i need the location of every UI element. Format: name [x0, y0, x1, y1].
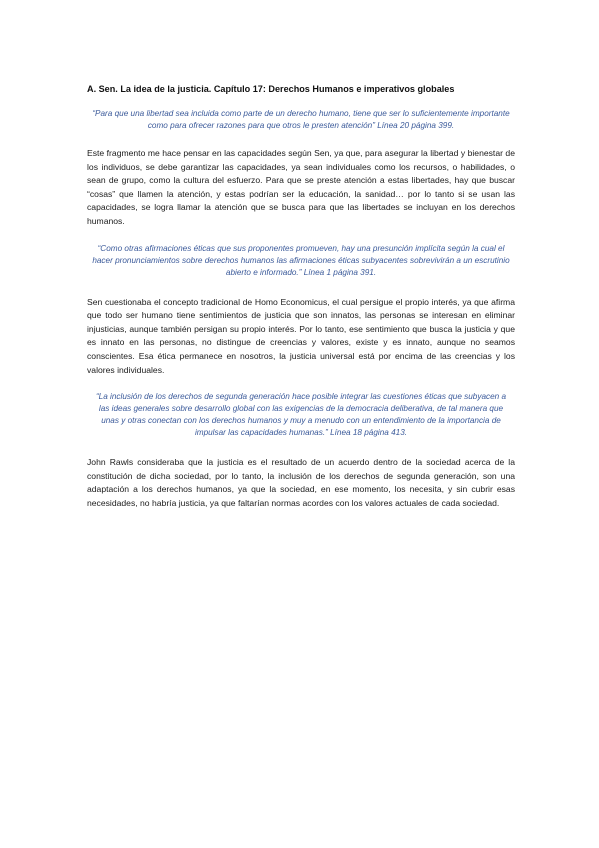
quote-3: “La inclusión de los derechos de segunda generación hace posible integrar las cuestiones éticas que subyacen a las ideas generales sobre desarrollo global con las exigencias de la democracia deliberativa, de tal manera que unas y otras conectan con los derechos humanos y muy a menudo con un entendimiento de la importancia de impulsar las capacidades humanas.” Línea 18 página 413. [95, 392, 507, 438]
paragraph-1: Este fragmento me hace pensar en las capacidades según Sen, ya que, para asegurar la libertad y bienestar de los individuos, se debe garantizar las capacidades, ya sean individuales como los recursos, o habilidades, o sean de grupo, como la cultura del esfuerzo. Para que se preste atención a estas libertades, hay que buscar “cosas” que llamen la atención, y estas podrían ser la educación, la sanidad… por lo tanto si se usan las capacidades, se logra llamar la atención que se busca para que las libertades se incluyan en los derechos humanos. [87, 148, 515, 226]
document-title: A. Sen. La idea de la justicia. Capítulo 17: Derechos Humanos e imperativos globales [87, 84, 455, 94]
paragraph-2: Sen cuestionaba el concepto tradicional de Homo Economicus, el cual persigue el propio interés, ya que afirma que todo ser humano tiene sentimientos de justicia que son innatos, las personas se interesan en eliminar injusticias, aunque también persigan su propio interés. Por lo tanto, ese sentimiento que busca la justicia y que es innato en las personas, no distingue de creencias y valores, existe y es innato, aunque no seamos conscientes. Esa ética permanece en nosotros, la justicia universal está por encima de las creencias y los valores individuales. [87, 296, 515, 375]
quote-1: “Para que una libertad sea incluida como parte de un derecho humano, tiene que ser lo suficientemente importante como para ofrecer razones para que otros le presten atención” Línea 20 página 399. [92, 109, 510, 130]
quote-2: “Como otras afirmaciones éticas que sus proponentes promueven, hay una presunción implícita según la cual el hacer pronunciamientos sobre derechos humanos las afirmaciones éticas subyacentes sobrevivirán a un escrutinio abierto e informado.” Línea 1 página 391. [92, 243, 510, 277]
document-body [87, 83, 515, 511]
paragraph-3: John Rawls consideraba que la justicia es el resultado de un acuerdo dentro de la sociedad acerca de la constitución de dicha sociedad, por lo tanto, la inclusión de los derechos de segunda generación, son una adaptación a los derechos humanos, ya que la sociedad, en ese momento, los necesita, y sin cubrir esas necesidades, no habría justicia, ya que faltarían normas acordes con los valores actuales de cada sociedad. [87, 457, 515, 508]
